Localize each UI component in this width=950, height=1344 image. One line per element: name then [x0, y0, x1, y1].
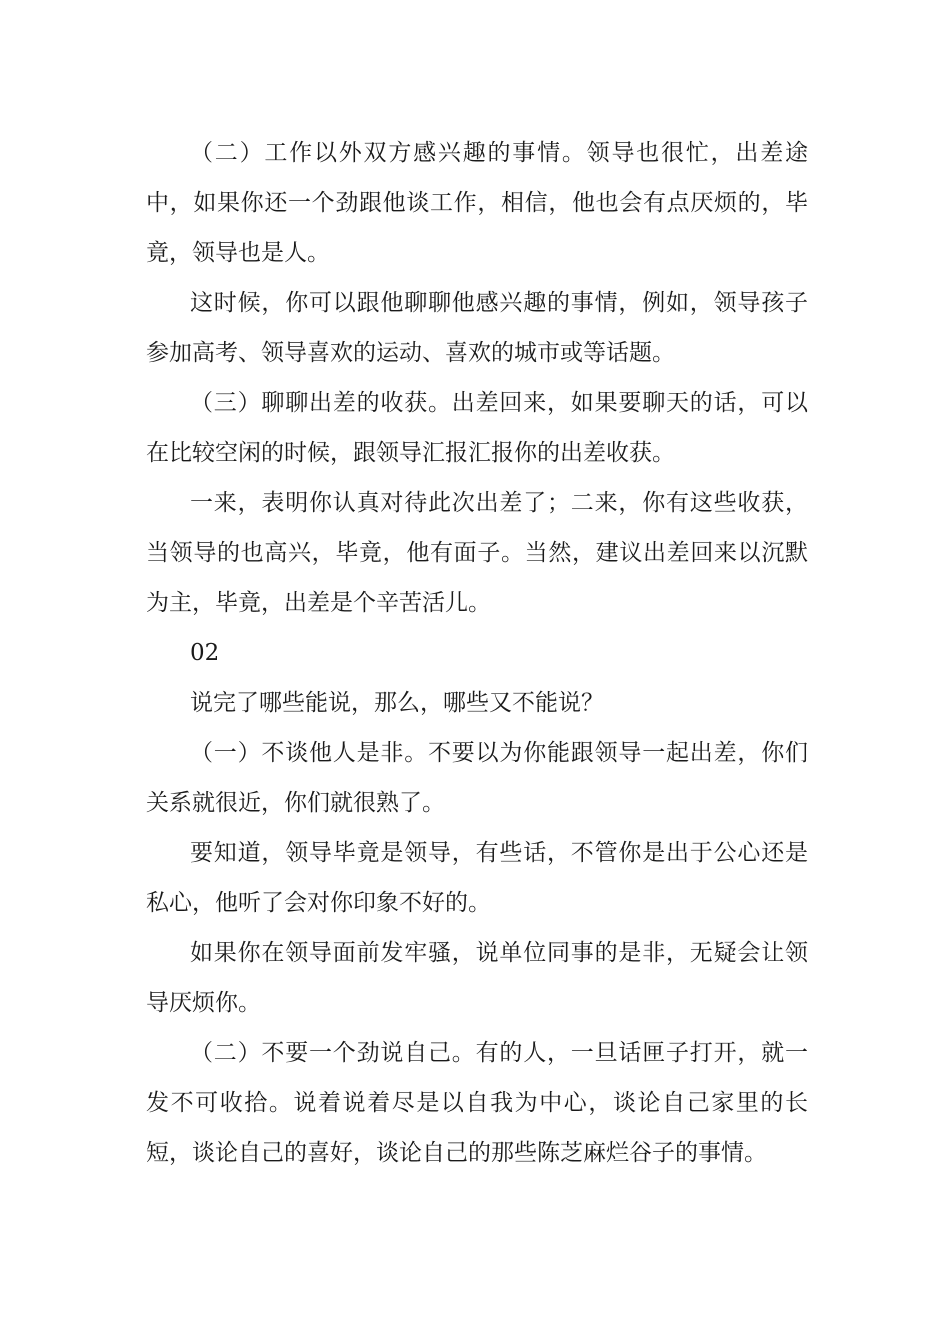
paragraph-no-gossip: （一）不谈他人是非。不要以为你能跟领导一起出差，你们关系就很近，你们就很熟了。	[146, 740, 808, 816]
paragraph-transition: 说完了哪些能说，那么，哪些又不能说？	[190, 690, 604, 716]
paragraph-leader-impression: 要知道，领导毕竟是领导，有些话，不管你是出于公心还是私心，他听了会对你印象不好的。	[146, 840, 808, 916]
paragraph-business-trip-interests: （二）工作以外双方感兴趣的事情。领导也很忙，出差途中，如果你还一个劲跟他谈工作，相信，他也会有点厌烦的，毕竟，领导也是人。	[146, 140, 808, 266]
document-body	[146, 128, 808, 1178]
section-number: 02	[190, 640, 220, 666]
paragraph-complaints: 如果你在领导面前发牢骚，说单位同事的是非，无疑会让领导厌烦你。	[146, 940, 808, 1016]
paragraph-benefits: 一来，表明你认真对待此次出差了；二来，你有这些收获，当领导的也高兴，毕竟，他有面子。当然，建议出差回来以沉默为主，毕竟，出差是个辛苦活儿。	[146, 490, 808, 616]
paragraph-self-talk: （二）不要一个劲说自己。有的人，一旦话匣子打开，就一发不可收拾。说着说着尽是以自我为中心，谈论自己家里的长短，谈论自己的喜好，谈论自己的那些陈芝麻烂谷子的事情。	[146, 1040, 808, 1166]
paragraph-trip-gains: （三）聊聊出差的收获。出差回来，如果要聊天的话，可以在比较空闲的时候，跟领导汇报汇报你的出差收获。	[146, 390, 808, 466]
paragraph-chat-topics: 这时候，你可以跟他聊聊他感兴趣的事情，例如，领导孩子参加高考、领导喜欢的运动、喜欢的城市或等话题。	[146, 290, 808, 366]
